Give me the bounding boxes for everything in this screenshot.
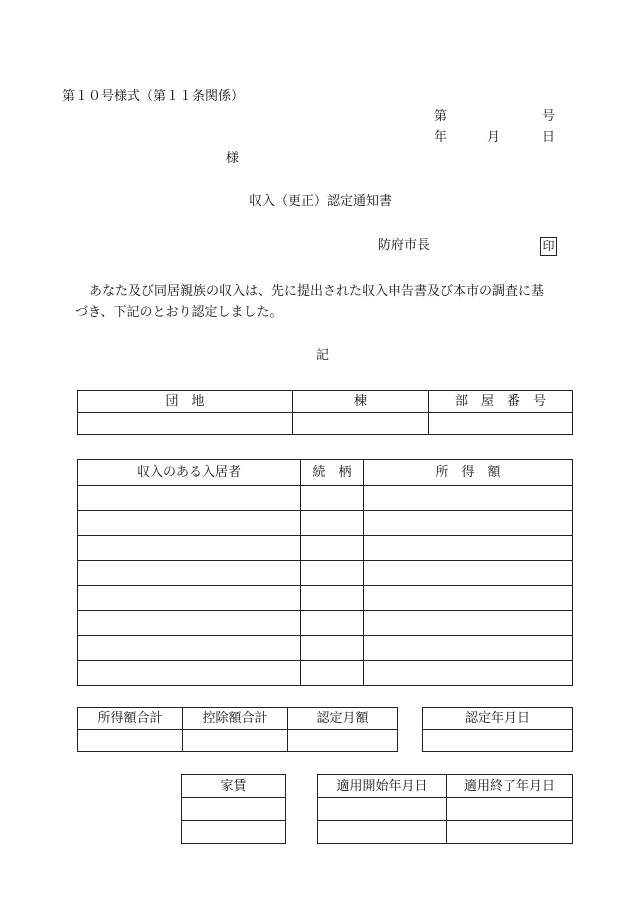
table-row <box>182 798 286 821</box>
location-header-row <box>78 391 573 413</box>
cell-resident[interactable] <box>78 536 301 561</box>
header-start-date: 適用開始年月日 <box>318 775 447 798</box>
cert-date-header-row <box>423 708 573 730</box>
table-row <box>318 821 573 844</box>
cell-resident[interactable] <box>78 611 301 636</box>
table-row <box>78 486 573 511</box>
residents-table <box>77 459 573 686</box>
header-rent: 家賃 <box>182 775 286 798</box>
header-deduction-total: 控除額合計 <box>183 708 288 730</box>
cell-room-number[interactable] <box>429 413 573 435</box>
cell-income[interactable] <box>364 661 573 686</box>
doc-number-go: 号 <box>542 109 556 124</box>
cell-end-date[interactable] <box>447 821 573 844</box>
residents-header-row <box>78 460 573 486</box>
header-cert-date: 認定年月日 <box>423 708 573 730</box>
cell-income[interactable] <box>364 536 573 561</box>
location-table <box>77 390 573 435</box>
cell-income[interactable] <box>364 611 573 636</box>
cell-resident[interactable] <box>78 661 301 686</box>
cert-date-table <box>422 707 573 752</box>
table-row <box>318 798 573 821</box>
cell-tou[interactable] <box>293 413 429 435</box>
location-input-row <box>78 413 573 435</box>
totals-input-row <box>78 730 398 752</box>
cell-danchi[interactable] <box>78 413 293 435</box>
issuer-label: 防府市長 <box>378 238 431 253</box>
body-text-line1: あなた及び同居親族の収入は、先に提出された収入申告書及び本市の調査に基 <box>89 284 545 299</box>
ki-label: 記 <box>316 348 330 363</box>
cell-income[interactable] <box>364 561 573 586</box>
table-row <box>78 661 573 686</box>
cell-cert-date[interactable] <box>423 730 573 752</box>
header-tou: 棟 <box>293 391 429 413</box>
seal-stamp: 印 <box>540 237 557 256</box>
cell-deduction-total[interactable] <box>183 730 288 752</box>
table-row <box>78 636 573 661</box>
cell-resident[interactable] <box>78 586 301 611</box>
header-income-total: 所得額合計 <box>78 708 183 730</box>
cell-resident[interactable] <box>78 561 301 586</box>
cell-resident[interactable] <box>78 636 301 661</box>
cell-income[interactable] <box>364 586 573 611</box>
cell-relationship[interactable] <box>301 636 364 661</box>
header-relationship: 続 柄 <box>301 460 364 486</box>
date-month: 月 <box>487 130 501 145</box>
cert-date-input-row <box>423 730 573 752</box>
table-row <box>78 536 573 561</box>
cell-resident[interactable] <box>78 486 301 511</box>
cell-income[interactable] <box>364 636 573 661</box>
cell-income[interactable] <box>364 511 573 536</box>
period-header-row <box>318 775 573 798</box>
table-row <box>78 611 573 636</box>
form-number: 第１０号様式（第１１条関係） <box>62 89 245 104</box>
cell-resident[interactable] <box>78 511 301 536</box>
cell-rent[interactable] <box>182 798 286 821</box>
table-row <box>78 511 573 536</box>
table-row <box>78 586 573 611</box>
header-danchi: 団 地 <box>78 391 293 413</box>
cell-relationship[interactable] <box>301 661 364 686</box>
totals-header-row <box>78 708 398 730</box>
cell-relationship[interactable] <box>301 511 364 536</box>
cell-start-date[interactable] <box>318 798 447 821</box>
body-text-line2: づき、下記のとおり認定しました。 <box>75 305 283 320</box>
cell-relationship[interactable] <box>301 536 364 561</box>
addressee-suffix: 様 <box>226 151 240 166</box>
totals-table <box>77 707 398 752</box>
header-resident-with-income: 収入のある入居者 <box>78 460 301 486</box>
date-year: 年 <box>434 130 448 145</box>
cell-relationship[interactable] <box>301 611 364 636</box>
rent-table <box>181 774 286 844</box>
table-row <box>182 821 286 844</box>
header-end-date: 適用終了年月日 <box>447 775 573 798</box>
rent-header-row <box>182 775 286 798</box>
cell-relationship[interactable] <box>301 561 364 586</box>
cell-end-date[interactable] <box>447 798 573 821</box>
cell-income[interactable] <box>364 486 573 511</box>
header-room-number: 部 屋 番 号 <box>429 391 573 413</box>
cell-certified-monthly[interactable] <box>288 730 398 752</box>
doc-number-dai: 第 <box>434 109 448 124</box>
header-certified-monthly: 認定月額 <box>288 708 398 730</box>
period-table <box>317 774 573 844</box>
cell-start-date[interactable] <box>318 821 447 844</box>
cell-relationship[interactable] <box>301 586 364 611</box>
table-row <box>78 561 573 586</box>
cell-income-total[interactable] <box>78 730 183 752</box>
document-title: 収入（更正）認定通知書 <box>249 194 393 209</box>
cell-rent[interactable] <box>182 821 286 844</box>
date-day: 日 <box>542 130 556 145</box>
header-income-amount: 所 得 額 <box>364 460 573 486</box>
cell-relationship[interactable] <box>301 486 364 511</box>
